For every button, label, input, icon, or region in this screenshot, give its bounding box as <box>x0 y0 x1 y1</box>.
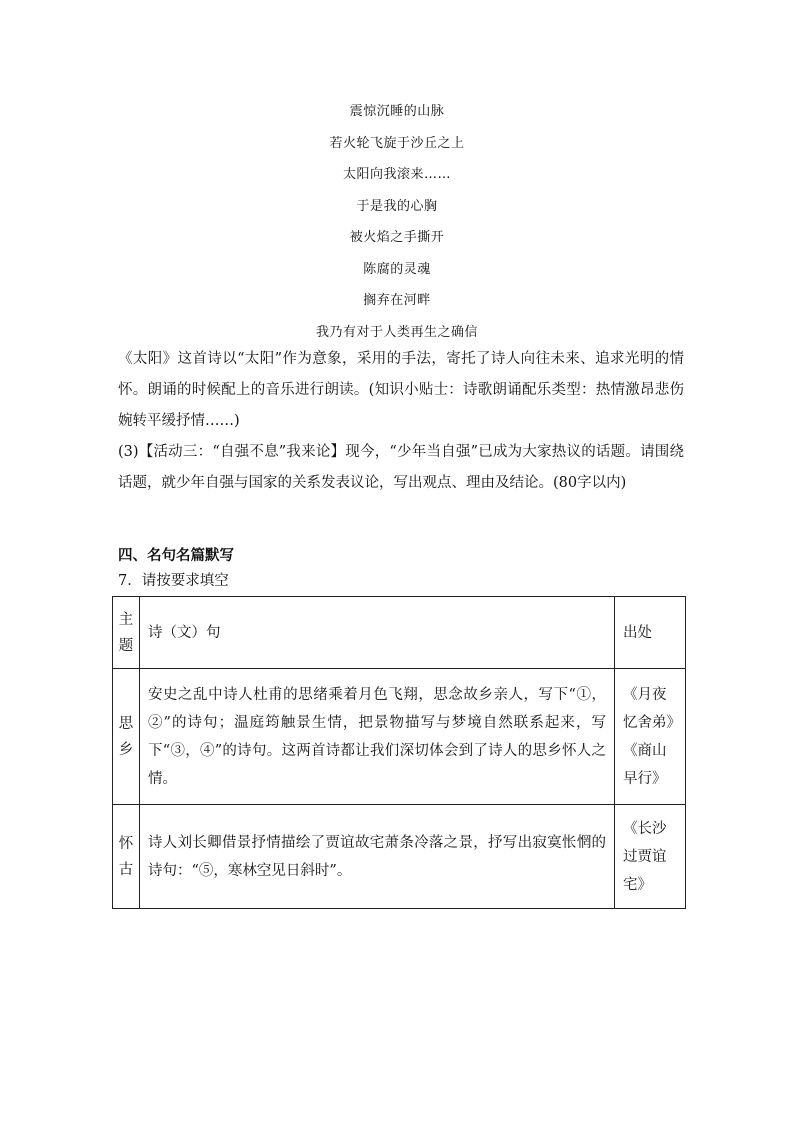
question-7: 7．请按要求填空 <box>118 573 229 589</box>
header-theme: 主 题 <box>113 597 140 669</box>
activity-three-paragraph: (3)【活动三：“自强不息”我来论】现今，“少年当自强”已成为大家热议的话题。请围绕话题，就少年自强与国家的关系发表议论，写出观点、理由及结论。(80字以内) <box>118 444 684 491</box>
row-sentence: 诗人刘长卿借景抒情描绘了贾谊故宅萧条冷落之景，抒写出寂寞怅惘的诗句：“⑤，寒林空见日斜时”。 <box>140 805 615 909</box>
header-sentence: 诗（文）句 <box>140 597 615 669</box>
poem <box>0 96 794 348</box>
row-sentence: 安史之乱中诗人杜甫的思绪乘着月色飞翔，思念故乡亲人，写下“①，②”的诗句；温庭筠触景生情，把景物描写与梦境自然联系起来，写下“③，④”的诗句。这两首诗都让我们深切体会到了诗人的思乡怀人之情。 <box>140 669 615 805</box>
poem-line: 太阳向我滚来…… <box>342 167 451 182</box>
header-source: 出处 <box>615 597 686 669</box>
row-source: 《月夜 忆舍弟》 《商山 早行》 <box>615 669 686 805</box>
table-row <box>113 805 686 909</box>
row-theme: 思 乡 <box>113 669 140 805</box>
poem-line: 搁弃在河畔 <box>363 293 431 308</box>
question-paragraph-taiyang: 《太阳》这首诗以“太阳”作为意象，采用的手法，寄托了诗人向往未来、追求光明的情怀。朗诵的时候配上的音乐进行朗读。(知识小贴士：诗歌朗诵配乐类型：热情激昂悲伤婉转平缓抒情……) <box>118 351 684 429</box>
section-title: 四、名句名篇默写 <box>118 548 234 564</box>
fill-in-table <box>112 596 686 909</box>
row-theme: 怀 古 <box>113 805 140 909</box>
table-row <box>113 669 686 805</box>
poem-line: 被火焰之手撕开 <box>349 230 445 245</box>
poem-line: 震惊沉睡的山脉 <box>349 104 445 119</box>
poem-line: 于是我的心胸 <box>356 198 438 214</box>
row-source: 《长沙 过贾谊 宅》 <box>615 805 686 909</box>
poem-line: 陈腐的灵魂 <box>363 261 431 277</box>
table-header-row <box>113 597 686 669</box>
poem-line: 若火轮飞旋于沙丘之上 <box>329 135 465 151</box>
poem-line: 我乃有对于人类再生之确信 <box>315 324 478 340</box>
